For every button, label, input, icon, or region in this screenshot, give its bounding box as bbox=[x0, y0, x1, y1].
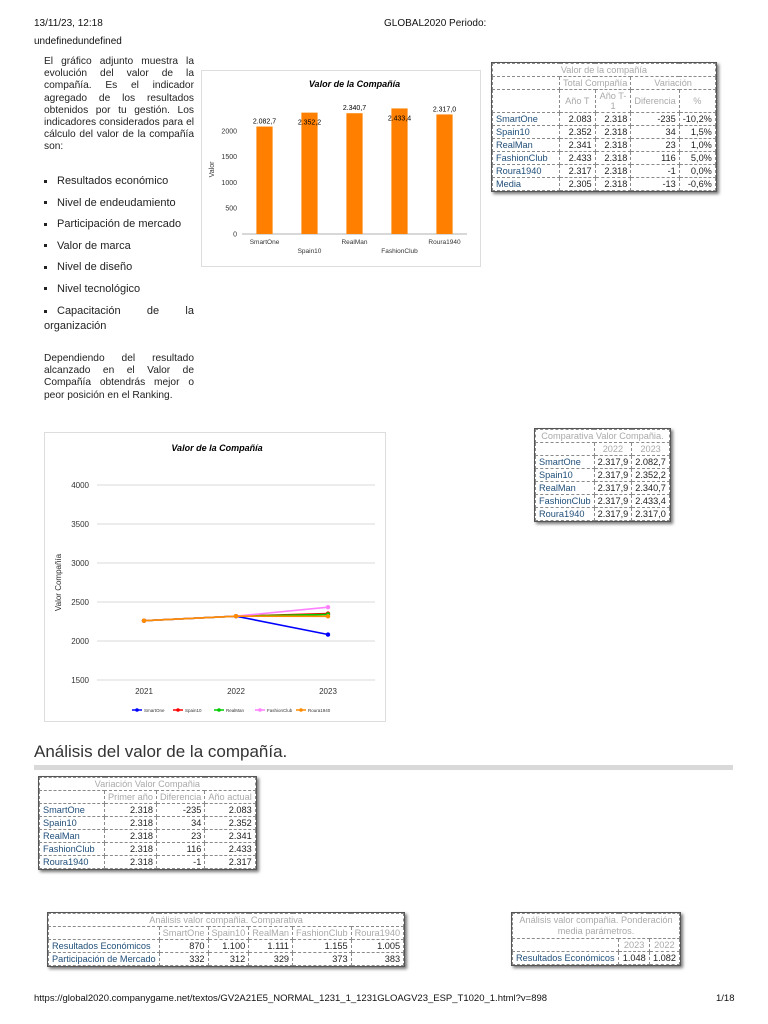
row-label: Participación de Mercado bbox=[49, 953, 160, 966]
table-row bbox=[493, 152, 716, 165]
x-tick-label: Roura1940 bbox=[428, 239, 461, 246]
table-cell: 1.005 bbox=[351, 940, 403, 953]
table-cell: 2.318 bbox=[595, 178, 631, 191]
table-cell: 2.317 bbox=[560, 165, 596, 178]
table-cell: 1,0% bbox=[679, 139, 715, 152]
analysis-comparison-table bbox=[47, 912, 405, 967]
x-tick-label: SmartOne bbox=[249, 239, 280, 246]
table-cell: 2.318 bbox=[105, 843, 157, 856]
row-label: Media bbox=[493, 178, 560, 191]
y-tick-label: 3000 bbox=[71, 559, 89, 568]
x-tick-label: 2023 bbox=[319, 687, 337, 696]
legend-marker bbox=[217, 708, 221, 712]
table-cell: 1,5% bbox=[679, 126, 715, 139]
table-cell: 2.318 bbox=[595, 139, 631, 152]
line-chart-panel bbox=[44, 432, 386, 722]
y-tick-label: 1500 bbox=[221, 154, 237, 162]
column-header: Diferencia bbox=[156, 791, 204, 804]
bar-chart-panel bbox=[201, 70, 481, 267]
bar bbox=[301, 113, 317, 234]
data-label: 2.317,0 bbox=[432, 106, 457, 114]
legend-marker bbox=[176, 708, 180, 712]
table-title: Análisis valor compañia. Ponderación media parámetros. bbox=[513, 914, 680, 939]
table-row bbox=[493, 139, 716, 152]
table-cell: 2.083 bbox=[560, 113, 596, 126]
column-header: RealMan bbox=[249, 927, 293, 940]
table-row bbox=[536, 469, 670, 482]
table-row bbox=[493, 113, 716, 126]
column-header: Roura1940 bbox=[351, 927, 403, 940]
bar bbox=[346, 113, 362, 234]
table-row bbox=[493, 178, 716, 191]
column-header: SmartOne bbox=[159, 927, 208, 940]
bar bbox=[256, 127, 272, 234]
legend-marker bbox=[135, 708, 139, 712]
row-label: Roura1940 bbox=[493, 165, 560, 178]
y-axis-label: Valor Compañía bbox=[54, 553, 63, 612]
variation-table bbox=[38, 776, 257, 870]
table-cell: 2.318 bbox=[595, 152, 631, 165]
table-cell: 2.340,7 bbox=[632, 482, 670, 495]
table-cell: -13 bbox=[631, 178, 679, 191]
table-row bbox=[536, 495, 670, 508]
y-tick-label: 1500 bbox=[71, 676, 89, 685]
table-cell: 373 bbox=[293, 953, 352, 966]
table-cell: 1.155 bbox=[293, 940, 352, 953]
legend-label: Spain10 bbox=[185, 708, 202, 713]
table-cell: 2.082,7 bbox=[632, 456, 670, 469]
table-row bbox=[40, 830, 256, 843]
table-cell: 2.318 bbox=[105, 856, 157, 869]
indicator-item: Valor de marca bbox=[44, 240, 194, 262]
table-cell: -0,6% bbox=[679, 178, 715, 191]
table-cell: 2.433 bbox=[205, 843, 255, 856]
legend-marker bbox=[299, 708, 303, 712]
data-point bbox=[326, 605, 330, 609]
row-label: Spain10 bbox=[40, 817, 105, 830]
table-cell: 2.433 bbox=[560, 152, 596, 165]
table-title: Análisis valor compañia. Comparativa bbox=[49, 914, 404, 927]
data-label: 2.433,4 bbox=[387, 115, 412, 123]
column-header: 2023 bbox=[619, 939, 649, 952]
table-cell: 329 bbox=[249, 953, 293, 966]
column-header: FashionClub bbox=[293, 927, 352, 940]
data-point bbox=[142, 619, 146, 623]
table-cell: 1.100 bbox=[208, 940, 249, 953]
table-cell: 116 bbox=[156, 843, 204, 856]
y-tick-label: 2000 bbox=[221, 128, 237, 136]
table-cell: 2.317,0 bbox=[632, 508, 670, 521]
table-cell: 2.318 bbox=[595, 113, 631, 126]
table-title: Comparativa Valor Compañia. bbox=[536, 430, 670, 443]
table-cell: -1 bbox=[156, 856, 204, 869]
row-label: FashionClub bbox=[493, 152, 560, 165]
data-point bbox=[234, 614, 238, 618]
row-label: Roura1940 bbox=[40, 856, 105, 869]
table-cell: 2.317,9 bbox=[594, 508, 632, 521]
table-cell: 1.082 bbox=[649, 952, 679, 965]
column-header: Año T-1 bbox=[595, 90, 631, 113]
column-header: Spain10 bbox=[208, 927, 249, 940]
x-tick-label: Spain10 bbox=[297, 248, 322, 255]
x-tick-label: 2022 bbox=[227, 687, 245, 696]
data-label: 2.340,7 bbox=[342, 105, 367, 113]
table-cell: 1.048 bbox=[619, 952, 649, 965]
table-cell: -235 bbox=[631, 113, 679, 126]
y-tick-label: 2000 bbox=[71, 637, 89, 646]
bar-chart bbox=[202, 71, 480, 266]
table-row bbox=[536, 456, 670, 469]
table-cell: 34 bbox=[156, 817, 204, 830]
table-cell: 34 bbox=[631, 126, 679, 139]
intro-paragraph: El gráfico adjunto muestra la evolución del valor de la compañía. Es el indicador agregado de los resultados obtenidos por tu gestión. Los indicadores considerados para el cálculo del valor de la compañía son: bbox=[44, 56, 194, 153]
column-header: 2022 bbox=[649, 939, 679, 952]
table-cell: -235 bbox=[156, 804, 204, 817]
y-tick-label: 2500 bbox=[71, 598, 89, 607]
legend-label: RealMan bbox=[226, 708, 245, 713]
row-label: SmartOne bbox=[536, 456, 595, 469]
table-cell: 332 bbox=[159, 953, 208, 966]
bar bbox=[436, 114, 452, 234]
chart-title: Valor de la Compañía bbox=[308, 79, 401, 89]
weighting-table bbox=[511, 912, 681, 966]
table-row bbox=[49, 953, 404, 966]
table-cell: 2.318 bbox=[105, 830, 157, 843]
row-label: SmartOne bbox=[493, 113, 560, 126]
column-header: Diferencia bbox=[631, 90, 679, 113]
table-cell: 2.317,9 bbox=[594, 456, 632, 469]
indicator-item: Nivel de endeudamiento bbox=[44, 197, 194, 219]
row-label: RealMan bbox=[40, 830, 105, 843]
table-cell: 2.352,2 bbox=[632, 469, 670, 482]
x-tick-label: 2021 bbox=[135, 687, 153, 696]
row-label: FashionClub bbox=[536, 495, 595, 508]
table-row bbox=[40, 804, 256, 817]
y-tick-label: 0 bbox=[233, 231, 237, 239]
column-header: Año T bbox=[560, 90, 596, 113]
row-label: RealMan bbox=[493, 139, 560, 152]
table-cell: 2.318 bbox=[595, 126, 631, 139]
table-row bbox=[493, 165, 716, 178]
legend-label: SmartOne bbox=[144, 708, 165, 713]
table-row bbox=[536, 508, 670, 521]
table-cell: 2.318 bbox=[105, 817, 157, 830]
table-cell: 2.433,4 bbox=[632, 495, 670, 508]
column-header: % bbox=[679, 90, 715, 113]
row-label: Resultados Económicos bbox=[513, 952, 619, 965]
indicator-item: Nivel tecnológico bbox=[44, 283, 194, 305]
table-cell: 2.341 bbox=[205, 830, 255, 843]
bar bbox=[391, 108, 407, 234]
table-cell: 116 bbox=[631, 152, 679, 165]
table-cell: 23 bbox=[631, 139, 679, 152]
legend-label: Roura1940 bbox=[308, 708, 331, 713]
table-title: Valor de la compañía bbox=[493, 64, 716, 77]
section-title: Análisis del valor de la compañía. bbox=[34, 742, 288, 761]
row-label: RealMan bbox=[536, 482, 595, 495]
table-cell: 5,0% bbox=[679, 152, 715, 165]
column-header: 2023 bbox=[632, 443, 670, 456]
row-label: Roura1940 bbox=[536, 508, 595, 521]
print-datetime: 13/11/23, 12:18 bbox=[34, 18, 103, 29]
table-cell: 23 bbox=[156, 830, 204, 843]
table-cell: 2.317,9 bbox=[594, 482, 632, 495]
indicator-item: Resultados económico bbox=[44, 175, 194, 197]
page-number: 1/18 bbox=[716, 993, 735, 1004]
table-cell: 383 bbox=[351, 953, 403, 966]
company-value-table bbox=[491, 62, 717, 192]
column-header: Primer año bbox=[105, 791, 157, 804]
print-title: GLOBAL2020 Periodo: bbox=[384, 18, 487, 29]
page-subtitle: undefinedundefined bbox=[34, 36, 122, 47]
data-label: 2.352,2 bbox=[297, 119, 322, 127]
y-tick-label: 500 bbox=[225, 205, 237, 213]
group-header: Variación bbox=[631, 77, 716, 90]
y-tick-label: 3500 bbox=[71, 520, 89, 529]
row-label: SmartOne bbox=[40, 804, 105, 817]
table-row bbox=[49, 940, 404, 953]
table-cell: 2.317 bbox=[205, 856, 255, 869]
row-label: Resultados Económicos bbox=[49, 940, 160, 953]
ranking-note: Dependiendo del resultado alcanzado en el Valor de Compañía obtendrás mejor o peor posición en el Ranking. bbox=[44, 353, 194, 401]
column-header: 2022 bbox=[594, 443, 632, 456]
line-chart bbox=[45, 433, 385, 721]
table-row bbox=[40, 817, 256, 830]
y-axis-label: Valor bbox=[209, 161, 216, 178]
column-header: Año actual bbox=[205, 791, 255, 804]
data-label: 2.082,7 bbox=[252, 118, 277, 126]
table-row bbox=[536, 482, 670, 495]
table-cell: -10,2% bbox=[679, 113, 715, 126]
footer-url: https://global2020.companygame.net/textos/GV2A21E5_NORMAL_1231_1_1231GLOAGV23_ESP_T1020_1.html?v=898 bbox=[34, 993, 548, 1004]
x-tick-label: RealMan bbox=[341, 239, 368, 246]
indicator-item: Nivel de diseño bbox=[44, 261, 194, 283]
data-point bbox=[326, 614, 330, 618]
chart-title: Valor de la Compañía bbox=[171, 443, 263, 453]
table-row bbox=[513, 952, 680, 965]
group-header: Total Compañía bbox=[560, 77, 631, 90]
table-cell: 2.317,9 bbox=[594, 495, 632, 508]
table-cell: 312 bbox=[208, 953, 249, 966]
table-cell: 2.341 bbox=[560, 139, 596, 152]
table-title: Variación Valor Compañia bbox=[40, 778, 256, 791]
table-row bbox=[493, 126, 716, 139]
table-cell: 2.318 bbox=[595, 165, 631, 178]
section-divider bbox=[34, 765, 733, 770]
legend-marker bbox=[258, 708, 262, 712]
comparison-table bbox=[534, 428, 671, 522]
indicator-item: Capacitación de la organización bbox=[44, 305, 194, 332]
table-cell: 2.352 bbox=[205, 817, 255, 830]
table-cell: 2.318 bbox=[105, 804, 157, 817]
y-tick-label: 4000 bbox=[71, 481, 89, 490]
table-cell: 0,0% bbox=[679, 165, 715, 178]
x-tick-label: FashionClub bbox=[381, 248, 418, 255]
y-tick-label: 1000 bbox=[221, 179, 237, 187]
row-label: FashionClub bbox=[40, 843, 105, 856]
table-cell: 2.083 bbox=[205, 804, 255, 817]
table-cell: 870 bbox=[159, 940, 208, 953]
table-row bbox=[40, 843, 256, 856]
row-label: Spain10 bbox=[493, 126, 560, 139]
indicator-item: Participación de mercado bbox=[44, 218, 194, 240]
row-label: Spain10 bbox=[536, 469, 595, 482]
table-cell: 2.317,9 bbox=[594, 469, 632, 482]
table-cell: 1.111 bbox=[249, 940, 293, 953]
legend-label: FashionClub bbox=[267, 708, 293, 713]
indicator-list bbox=[44, 175, 194, 334]
table-cell: 2.305 bbox=[560, 178, 596, 191]
table-cell: 2.352 bbox=[560, 126, 596, 139]
table-cell: -1 bbox=[631, 165, 679, 178]
data-point bbox=[326, 632, 330, 636]
table-row bbox=[40, 856, 256, 869]
